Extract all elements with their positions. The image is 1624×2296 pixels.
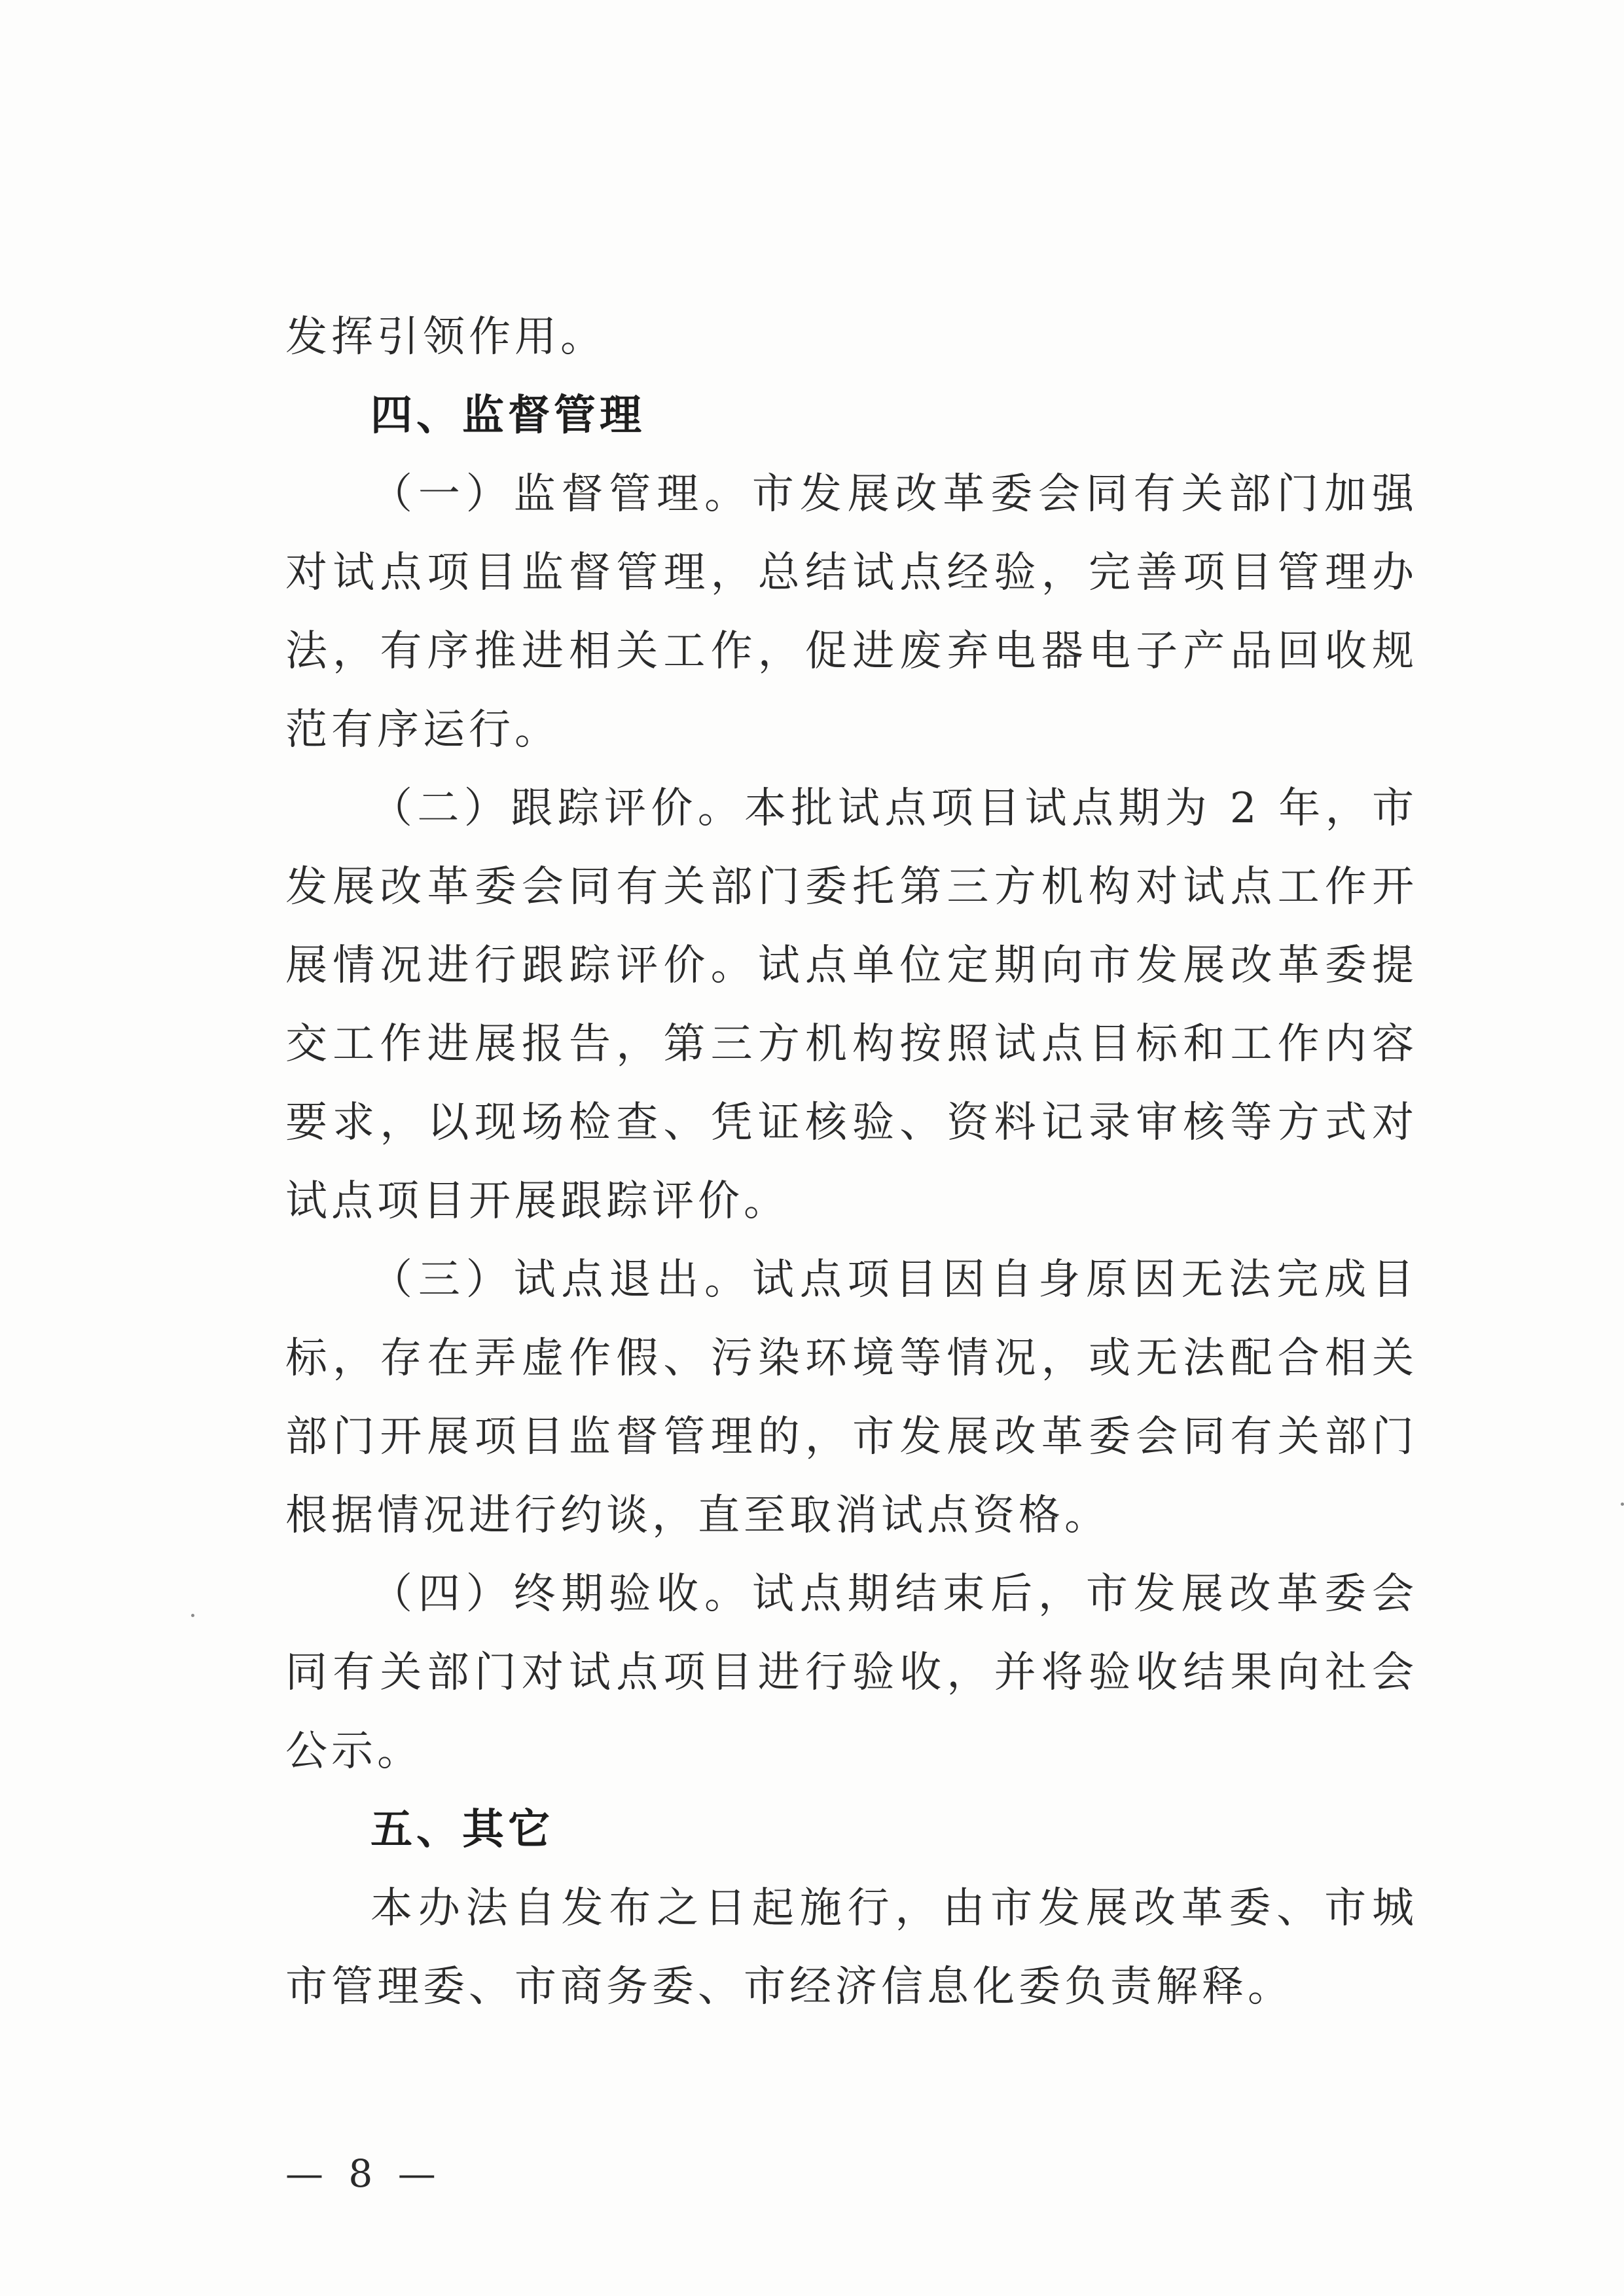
paragraph-supervision-management: （一）监督管理。市发展改革委会同有关部门加强对试点项目监督管理，总结试点经验，完善项目管理办法，有序推进相关工作，促进废弃电器电子产品回收规范有序运行。 [285, 470, 1418, 754]
section-heading-other: 五、其它 [370, 1806, 554, 1854]
section-heading-supervision: 四、监督管理 [370, 392, 645, 440]
paragraph-tracking-evaluation: （二）跟踪评价。本批试点项目试点期为 2 年，市发展改革委会同有关部门委托第三方机构对试点工作开展情况进行跟踪评价。试点单位定期向市发展改革委提交工作进展报告，第三方机构按照试点目标和工作内容要求，以现场检查、凭证核验、资料记录审核等方式对试点项目开展跟踪评价。 [285, 784, 1418, 1226]
paragraph-pilot-exit: （三）试点退出。试点项目因自身原因无法完成目标，存在弄虚作假、污染环境等情况，或无法配合相关部门开展项目监督管理的，市发展改革委会同有关部门根据情况进行约谈，直至取消试点资格。 [285, 1256, 1418, 1540]
scan-speck [1621, 1503, 1624, 1506]
paragraph-final-acceptance: （四）终期验收。试点期结束后，市发展改革委会同有关部门对试点项目进行验收，并将验收结果向社会公示。 [285, 1570, 1418, 1776]
document-body [285, 298, 1418, 2026]
paragraph-continuation: 发挥引领作用。 [285, 313, 606, 361]
page-number: — 8 — [285, 2151, 442, 2196]
paragraph-effective-date: 本办法自发布之日起施行，由市发展改革委、市城市管理委、市商务委、市经济信息化委负责解释。 [285, 1884, 1418, 2011]
scan-speck [191, 1614, 194, 1617]
